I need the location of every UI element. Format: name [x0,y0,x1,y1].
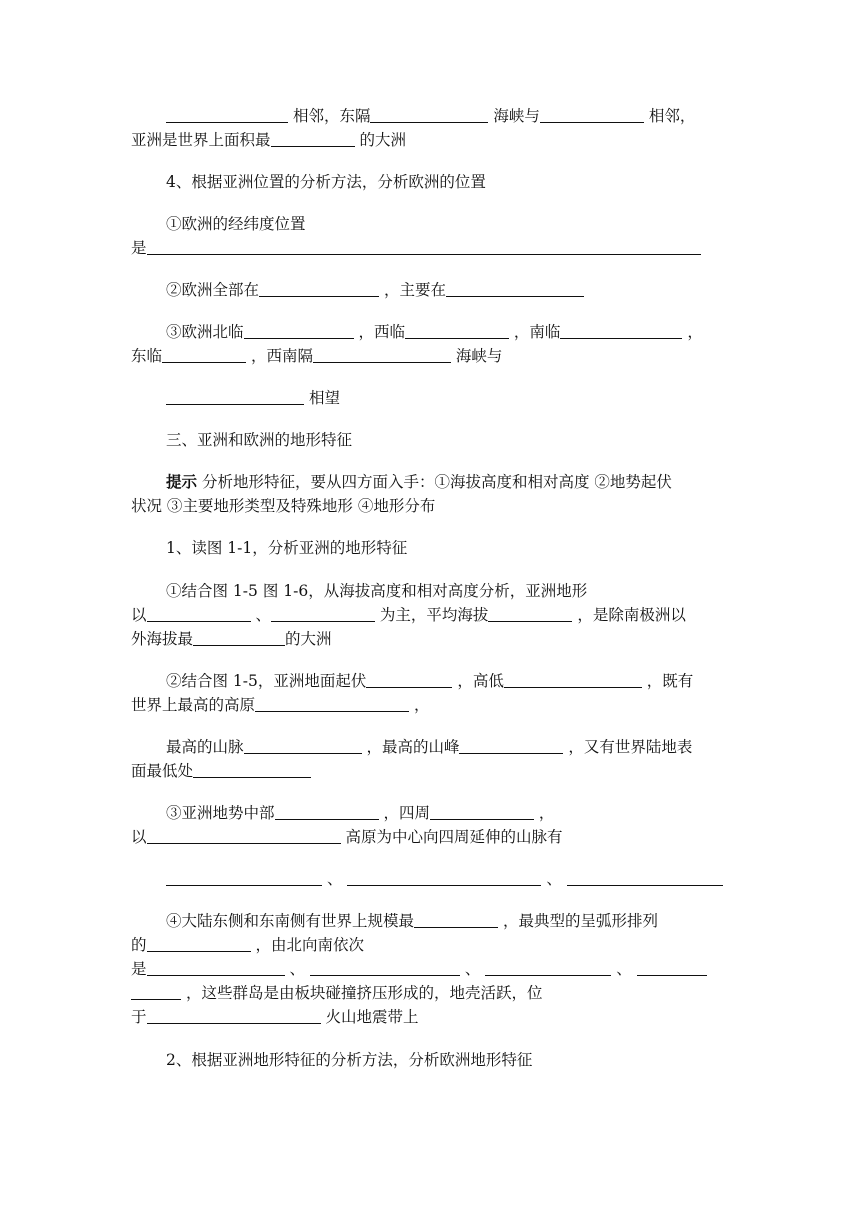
text: 高原为中心向四周延伸的山脉有 [345,828,563,846]
text: 是 [131,239,147,257]
line-islands-4 [131,983,542,1005]
blank[interactable] [131,984,181,1000]
text: ，是除南极洲以 [577,606,686,624]
text: 状况 ③主要地形类型及特殊地形 ④地形分布 [131,497,436,515]
blank[interactable] [540,107,644,123]
blank[interactable] [504,672,642,688]
text: 的 [131,936,147,954]
blank[interactable] [147,239,701,255]
blank[interactable] [244,323,354,339]
text: ， [413,696,430,714]
text: 为主，平均海拔 [379,606,489,624]
text: ②结合图 1-5，亚洲地面起伏 [166,672,367,690]
blank[interactable] [567,870,723,886]
blank[interactable] [313,347,451,363]
blank[interactable] [166,107,288,123]
text: ，既有 [646,672,694,690]
text: ③亚洲地势中部 [166,804,275,822]
line-asia-terrain-3 [131,629,332,651]
question-1-heading [166,538,407,560]
text: ，这些群岛是由板块碰撞挤压形成的，地壳活跃，位 [185,984,543,1002]
text: ③欧洲北临 [166,323,244,341]
line-europe-hemisphere [166,280,584,302]
line-asia-relief-2 [131,695,429,717]
blank[interactable] [347,870,541,886]
text: 面最低处 [131,762,194,780]
text: 火山地震带上 [325,1008,419,1026]
text: 三、亚洲和欧洲的地形特征 [166,431,353,449]
text: ，由北向南依次 [255,936,364,954]
text: 、 [616,960,632,978]
text: 以 [131,606,147,624]
text: 、 [546,870,562,888]
text: 、 [289,960,305,978]
blank[interactable] [162,347,246,363]
tip-line-2 [131,496,435,518]
line-asia-neighbors [166,106,695,128]
line-islands-5 [131,1007,418,1029]
blank[interactable] [405,323,509,339]
text: 相望 [308,389,340,407]
blank[interactable] [485,960,611,976]
text: ，主要在 [383,281,446,299]
blank[interactable] [271,131,355,147]
text: 分析地形特征，要从四方面入手：①海拔高度和相对高度 ②地势起伏 [201,473,672,491]
text: 以 [131,828,147,846]
line-islands-3 [131,959,707,981]
text: ，南临 [513,323,561,341]
text: ①结合图 1-5 图 1-6，从海拔高度和相对高度分析，亚洲地形 [166,582,588,600]
blank[interactable] [147,960,285,976]
blank[interactable] [560,323,682,339]
text: ，最高的山峰 [366,738,460,756]
blank[interactable] [271,606,375,622]
text: 2、根据亚洲地形特征的分析方法，分析欧洲地形特征 [166,1051,533,1069]
blank[interactable] [414,912,498,928]
text: ，最典型的呈弧形排列 [502,912,658,930]
text: ②欧洲全部在 [166,281,260,299]
line-mountain-ranges [166,869,723,891]
line-asia-mountains [166,737,692,759]
text: 海峡与 [493,107,540,125]
blank[interactable] [166,389,304,405]
text: 、 [464,960,481,978]
line-europe-borders-2 [131,346,502,368]
blank[interactable] [310,960,460,976]
line-asia-slope-2 [131,827,562,849]
line-asia-largest [131,130,406,152]
text: ，又有世界陆地表 [568,738,693,756]
blank[interactable] [147,1008,321,1024]
line-islands [166,911,658,933]
line-asia-terrain [166,581,587,603]
line-islands-2 [131,935,364,957]
text: 1、读图 1-1，分析亚洲的地形特征 [166,539,408,557]
text: 亚洲是世界上面积最 [131,131,271,149]
question-2-heading [166,1050,532,1072]
line-europe-latlon-answer [131,238,701,260]
line-asia-lowest [131,761,311,783]
text: 相邻， [648,107,696,125]
blank[interactable] [430,804,534,820]
text: 4、根据亚洲位置的分析方法，分析欧洲的位置 [166,173,486,191]
blank[interactable] [147,606,251,622]
text: ，高低 [457,672,504,690]
text: 东临 [131,347,163,365]
text: 最高的山脉 [166,738,244,756]
tip-line-1 [166,472,672,494]
text: 是 [131,960,147,978]
section-3-heading [166,430,352,452]
blank[interactable] [244,738,362,754]
text: 、 [326,870,343,888]
text: 的大洲 [285,630,332,648]
line-europe-borders [166,322,703,344]
question-4-heading [166,172,486,194]
blank[interactable] [366,672,452,688]
blank[interactable] [488,606,572,622]
text: ④大陆东侧和东南侧有世界上规模最 [166,912,415,930]
text: 的大洲 [359,131,406,149]
text: 于 [131,1008,147,1026]
text: ，西临 [358,323,405,341]
text: ，西南隔 [250,347,313,365]
line-asia-slope [166,803,554,825]
text: 外海拔最 [131,630,194,648]
text: 、 [255,606,271,624]
blank[interactable] [259,281,379,297]
line-asia-relief [166,671,693,693]
blank[interactable] [166,870,322,886]
text: ①欧洲的经纬度位置 [166,215,306,233]
blank[interactable] [446,281,584,297]
line-asia-terrain-2 [131,605,686,627]
blank[interactable] [147,936,251,952]
line-europe-latlon [166,214,306,236]
tip-label: 提示 [166,472,198,491]
blank[interactable] [370,107,488,123]
blank[interactable] [637,960,707,976]
text: 海峡与 [455,347,503,365]
text: ， [538,804,555,822]
line-europe-face [166,388,340,410]
blank[interactable] [147,828,341,844]
blank[interactable] [459,738,563,754]
text: 相邻，东隔 [292,107,371,125]
blank[interactable] [193,630,285,646]
text: ，四周 [383,804,430,822]
blank[interactable] [193,762,311,778]
text: ， [687,323,703,341]
blank[interactable] [275,804,379,820]
blank[interactable] [255,696,409,712]
text: 世界上最高的高原 [131,696,256,714]
